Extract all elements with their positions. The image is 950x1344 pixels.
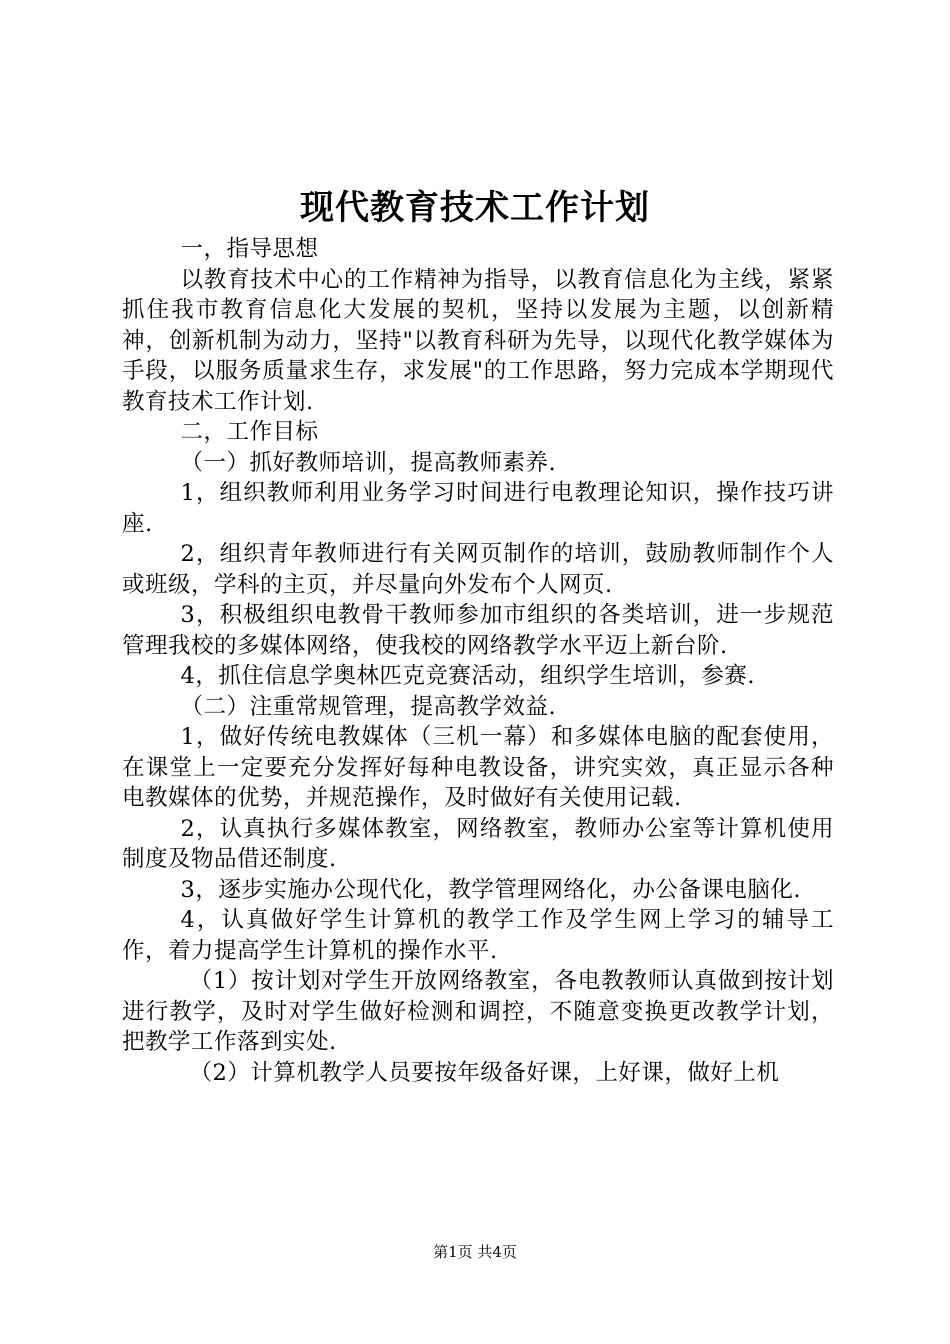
sub-list-item: （2）计算机教学人员要按年级备好课，上好课，做好上机	[189, 1059, 780, 1086]
list-item: 3，积极组织电教骨干教师参加市组织的各类培训，进一步规范管理我校的多媒体网络，使我校的网络教学水平迈上新台阶.	[122, 602, 834, 659]
paragraph-guiding-thought: 以教育技术中心的工作精神为指导，以教育信息化为主线，紧紧抓住我市教育信息化大发展的契机，坚持以发展为主题，以创新精神，创新机制为动力，坚持"以教育科研为先导，以现代化教学媒体为手段，以服务质量求生存，求发展"的工作思路，努力完成本学期现代教育技术工作计划.	[122, 266, 834, 415]
page-number-footer: 第1页 共4页	[433, 1243, 517, 1261]
document-body	[122, 234, 834, 1088]
list-item: 1，组织教师利用业务学习时间进行电教理论知识，操作技巧讲座.	[122, 480, 834, 537]
subsection-heading-routine-management: （二）注重常规管理，提高教学效益.	[180, 693, 557, 720]
section-heading-guiding-thought: 一，指导思想	[180, 236, 319, 262]
sub-list-item: （1）按计划对学生开放网络教室，各电教教师认真做到按计划进行教学，及时对学生做好检测和调控，不随意变换更改教学计划，把教学工作落到实处.	[122, 968, 834, 1055]
section-heading-work-goals: 二，工作目标	[180, 419, 319, 445]
subsection-heading-teacher-training: （一）抓好教师培训，提高教师素养.	[180, 449, 557, 476]
list-item: 2，组织青年教师进行有关网页制作的培训，鼓励教师制作个人或班级，学科的主页，并尽量向外发布个人网页.	[122, 541, 834, 598]
document-title: 现代教育技术工作计划	[300, 188, 650, 228]
list-item: 4，抓住信息学奥林匹克竞赛活动，组织学生培训，参赛.	[180, 663, 755, 689]
list-item: 2，认真执行多媒体教室，网络教室，教师办公室等计算机使用制度及物品借还制度.	[122, 815, 834, 872]
list-item: 4，认真做好学生计算机的教学工作及学生网上学习的辅导工作，着力提高学生计算机的操作水平.	[122, 907, 834, 964]
list-item: 3，逐步实施办公现代化，教学管理网络化，办公备课电脑化.	[180, 876, 801, 903]
list-item: 1，做好传统电教媒体（三机一幕）和多媒体电脑的配套使用，在课堂上一定要充分发挥好每种电教设备，讲究实效，真正显示各种电教媒体的优势，并规范操作，及时做好有关使用记载.	[122, 724, 834, 811]
